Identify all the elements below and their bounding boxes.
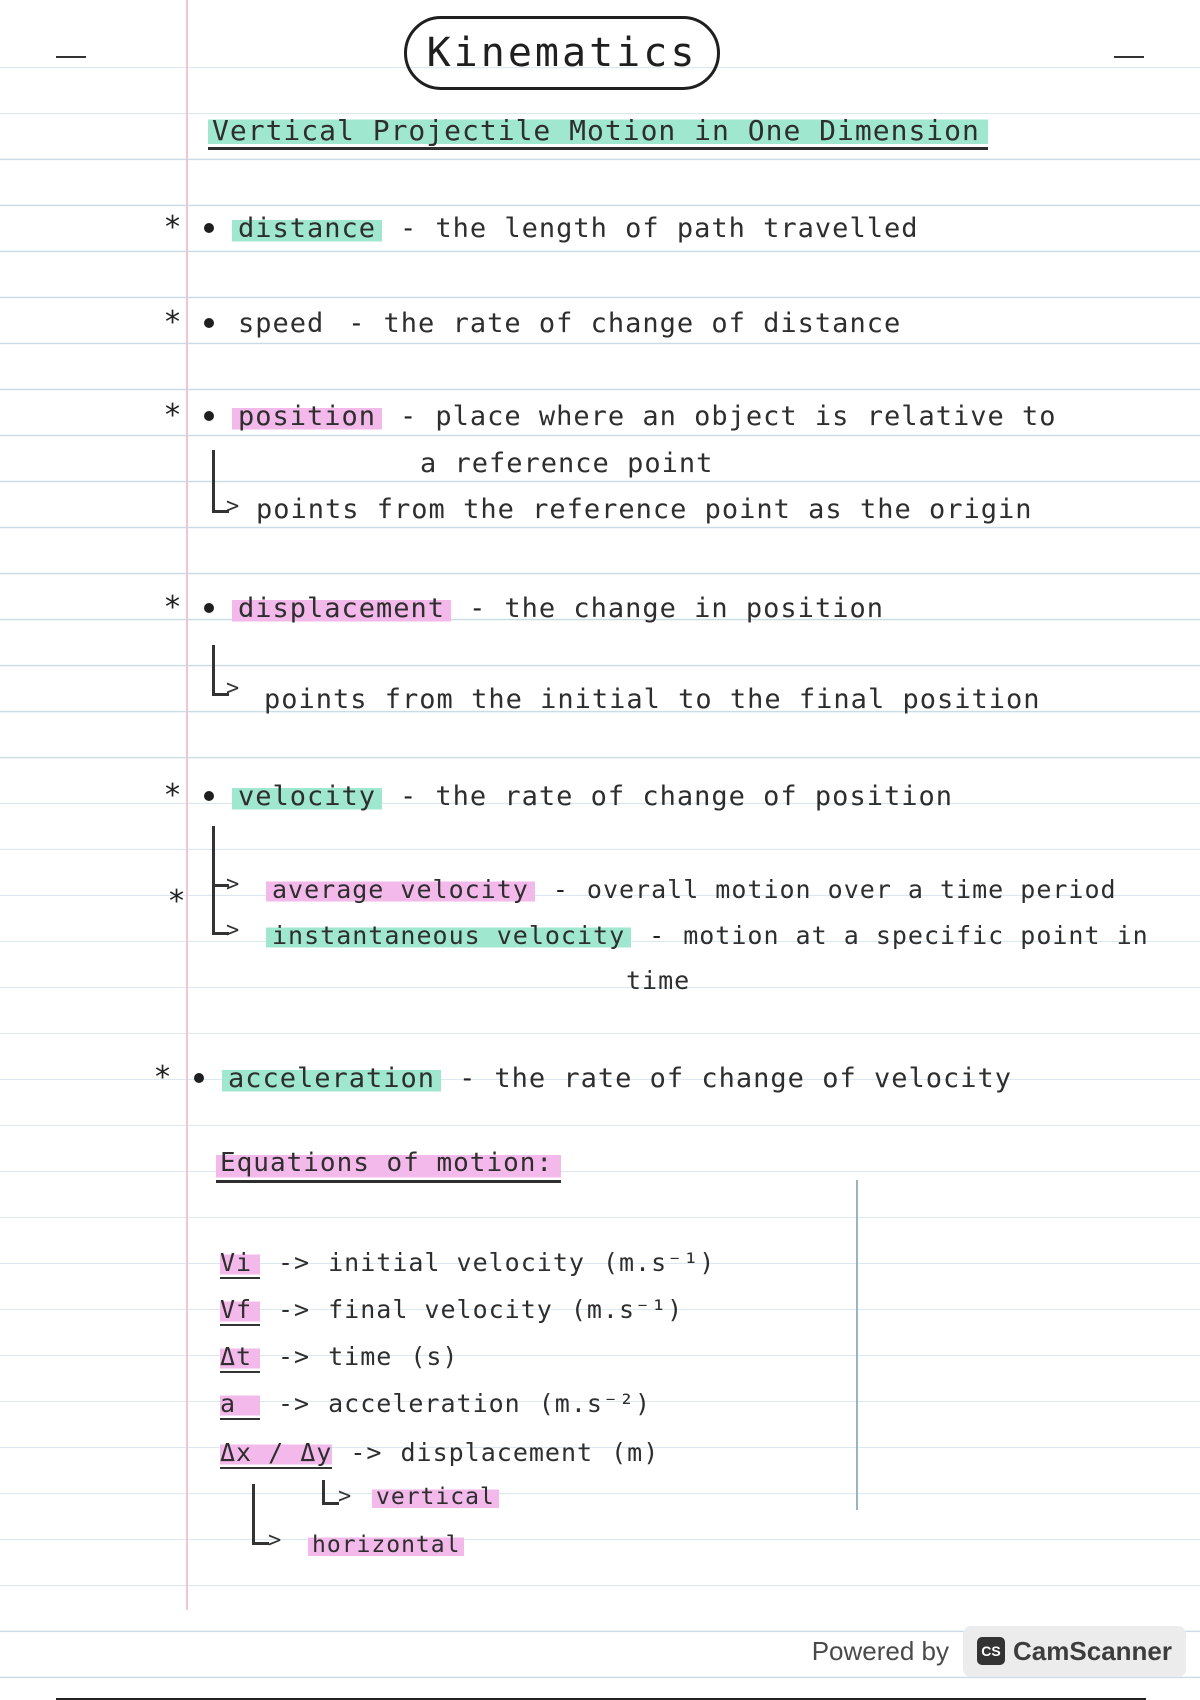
term-speed: speed [238,308,325,339]
variable-row [220,1438,659,1469]
arrow-icon: > [226,676,240,701]
left-edge-mark [56,56,86,58]
variable-description: initial velocity [328,1248,585,1277]
dash: - [459,1063,477,1094]
variable-symbol: Vf [220,1295,260,1326]
arrow-icon: -> [350,1438,383,1467]
variable-unit: (m) [611,1438,660,1467]
def-position-cont: a reference point [420,448,714,479]
variable-row [220,1342,458,1373]
note-horizontal: horizontal [308,1532,464,1558]
bullet [204,223,214,233]
sub-instantaneous-velocity [266,921,1149,950]
star-mark: * [167,884,187,919]
star-mark: * [163,778,183,813]
variable-unit: (m.s⁻¹) [602,1248,716,1277]
variable-unit: (m.s⁻²) [538,1389,652,1418]
arrow-icon: -> [278,1295,311,1324]
term-average-velocity: average velocity [266,875,535,904]
dash: - [552,875,569,904]
dash: - [348,308,366,339]
def-speed: the rate of change of distance [383,308,902,339]
table-divider [856,1180,858,1510]
watermark-brand: CamScanner [1013,1635,1172,1666]
definition-velocity [160,778,953,813]
star-mark: * [153,1060,173,1095]
variable-symbol: Δt [220,1342,260,1373]
arrow-icon: -> [278,1342,311,1371]
note-vertical: vertical [372,1484,499,1510]
star-mark: * [163,305,183,340]
bullet [204,603,214,613]
bullet [194,1073,204,1083]
equations-heading: Equations of motion: [216,1148,561,1183]
bullet [204,411,214,421]
arrow-icon: > [268,1528,282,1553]
def-position: place where an object is relative to [435,401,1057,432]
watermark-badge [963,1626,1186,1677]
variable-symbol: Δx / Δy [220,1438,333,1467]
dash: - [469,593,487,624]
bullet [204,318,214,328]
variable-description: acceleration [328,1389,521,1418]
note-displacement: points from the initial to the final position [264,684,1041,715]
variable-row [220,1295,683,1326]
def-displacement: the change in position [504,593,884,624]
variable-unit: (m.s⁻¹) [570,1295,684,1324]
note-position: points from the reference point as the origin [256,494,1033,525]
arrow-icon: > [226,872,240,897]
star-mark: * [163,210,183,245]
camscanner-logo-icon: CS [977,1637,1005,1665]
definition-acceleration [150,1060,1012,1095]
variable-row [220,1248,715,1279]
variable-symbol: a [220,1389,260,1420]
dash: - [400,401,418,432]
dash: - [400,213,418,244]
definition-position [160,398,1057,433]
arrow-icon: > [226,918,240,943]
variable-row [220,1389,651,1420]
camscanner-watermark [812,1622,1186,1680]
variable-symbol: Vi [220,1248,260,1279]
variable-description: displacement [400,1438,594,1467]
definition-speed [160,305,901,340]
term-velocity: velocity [232,781,382,812]
watermark-powered-text: Powered by [811,1635,950,1666]
term-instantaneous-velocity: instantaneous velocity [266,921,631,950]
definition-distance [160,210,918,245]
section-heading: Vertical Projectile Motion in One Dimension [208,112,988,150]
term-acceleration: acceleration [222,1063,441,1094]
def-instantaneous-cont: time [626,966,691,995]
def-velocity: the rate of change of position [435,781,953,812]
def-average-velocity: overall motion over a time period [586,875,1117,904]
arrow-icon: > [226,494,240,519]
arrow-icon: -> [278,1389,311,1418]
arrow-icon: -> [278,1248,311,1277]
def-distance: the length of path travelled [435,213,919,244]
definition-displacement [160,590,884,625]
right-edge-mark [1114,56,1144,58]
dash: - [400,781,418,812]
def-instantaneous-velocity: motion at a specific point in [683,921,1149,950]
term-position: position [232,401,382,432]
sub-average-velocity [266,875,1117,904]
page-title: Kinematics [404,16,720,90]
dash: - [649,921,666,950]
def-acceleration: the rate of change of velocity [494,1063,1013,1094]
bullet [204,791,214,801]
term-displacement: displacement [232,593,451,624]
variable-description: time [328,1342,393,1371]
term-distance: distance [232,213,382,244]
variable-unit: (s) [410,1342,459,1371]
star-mark: * [163,590,183,625]
note-bracket [252,1484,269,1545]
star-mark: * [163,398,183,433]
note-bracket [322,1480,339,1505]
arrow-icon: > [338,1484,352,1509]
variable-description: final velocity [328,1295,553,1324]
